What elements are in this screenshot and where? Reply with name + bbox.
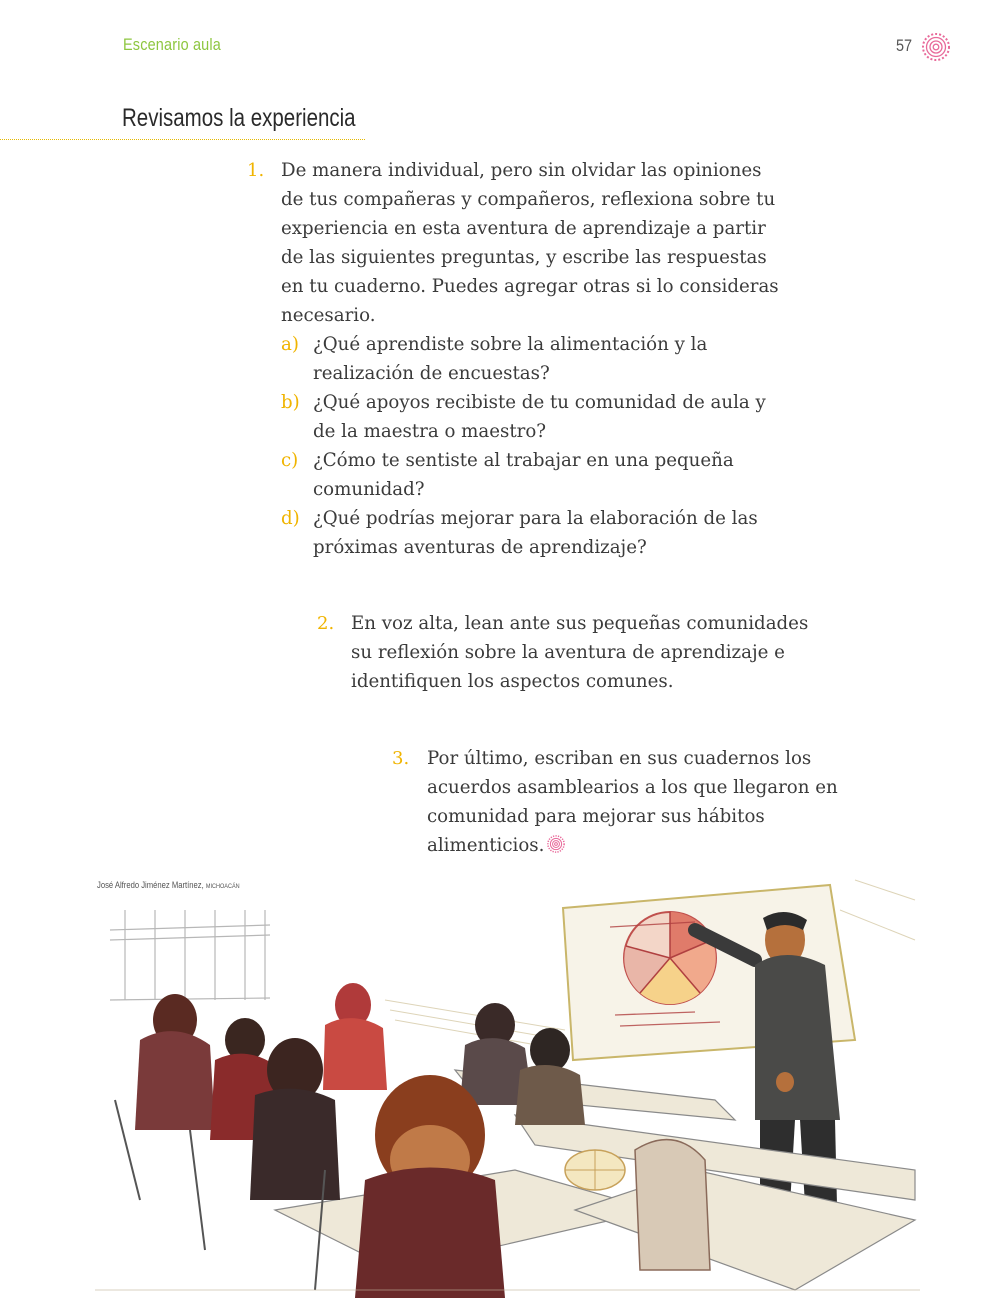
question-letter: a): [281, 334, 299, 355]
credit-name: José Alfredo Jiménez Martínez,: [97, 880, 204, 890]
item-text: En voz alta, lean ante sus pequeñas comunidades su reflexión sobre la aventura de aprendizaje e identifiquen los aspectos comunes.: [351, 613, 809, 692]
question-letter: b): [281, 392, 300, 413]
activity-item-2: [317, 609, 811, 696]
question-text: ¿Qué podrías mejorar para la elaboración de las próximas aventuras de aprendizaje?: [313, 508, 758, 558]
item-number: 3.: [392, 748, 410, 769]
end-ornament-icon: [546, 834, 566, 854]
item-number: 1.: [247, 160, 265, 181]
classroom-illustration: [95, 870, 920, 1298]
illustration-credit: [97, 880, 240, 890]
question-letter: d): [281, 508, 300, 529]
item-number: 2.: [317, 613, 335, 634]
question-text: ¿Qué apoyos recibiste de tu comunidad de aula y de la maestra o maestro?: [313, 392, 766, 442]
activity-item-3: [392, 744, 867, 860]
item-text: Por último, escriban en sus cuadernos los acuerdos asamblearios a los que llegaron en comunidad para mejorar sus hábitos alimenticios.: [427, 748, 838, 856]
question-c: [281, 446, 781, 504]
item-text-wrap: [427, 744, 867, 860]
item-text: De manera individual, pero sin olvidar las opiniones de tus compañeras y compañeros, reflexiona sobre tu experiencia en esta aventura de aprendizaje a partir de las siguientes preguntas, y escribe las respuestas en tu cuaderno. Puedes agregar otras si lo consideras necesario.: [281, 160, 779, 326]
section-label: Escenario aula: [123, 35, 221, 54]
question-letter: c): [281, 450, 299, 471]
activity-item-1: [247, 156, 781, 562]
question-text: ¿Cómo te sentiste al trabajar en una pequeña comunidad?: [313, 450, 734, 500]
section-title: Revisamos la experiencia: [122, 104, 356, 132]
question-d: [281, 504, 781, 562]
concentric-circles-icon: [920, 31, 952, 63]
credit-region: MICHOACÁN: [205, 883, 240, 890]
question-text: ¿Qué aprendiste sobre la alimentación y la realización de encuestas?: [313, 334, 708, 384]
question-b: [281, 388, 781, 446]
question-a: [281, 330, 781, 388]
page-number: 57: [896, 36, 913, 55]
title-underline: [0, 139, 365, 140]
